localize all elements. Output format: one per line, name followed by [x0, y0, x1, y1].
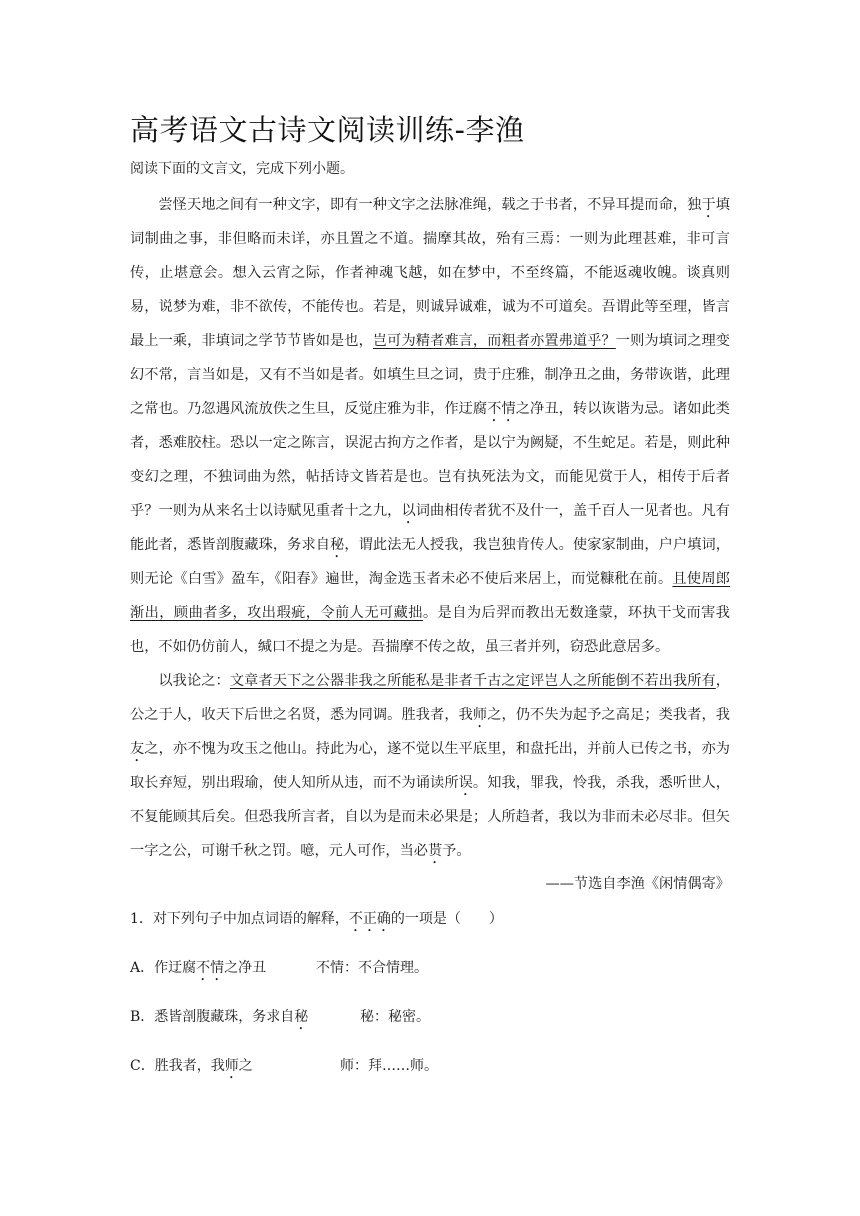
classical-passage: [130, 188, 730, 868]
passage-text: 之，仍不失为起予之高足；类我者，我: [487, 707, 730, 723]
dotted-word: 贳: [427, 843, 443, 859]
passage-paragraph-2: [130, 664, 730, 868]
passage-text: 。知我，罪我，怜我，杀我，悉听世人，不复能顾其后矣。但恐我所言者，自以为是而未必果是；人所趋者，我以为非而未必尽非。但矢一字之公，可谢千秋之罚。噫，元人可作，当必: [130, 775, 730, 859]
passage-text: 词曲相传者犹不及什一，盖千百人一见者也。凡有能此者，悉皆剖腹藏珠，务求自: [130, 503, 730, 553]
option-b: [130, 1006, 730, 1033]
passage-text: ，公之于人，收天下后世之名贤，悉为同调。胜我者，我: [130, 673, 730, 723]
underlined-sentence: 文章者天下之公器非我之所能私是非者千古之定评岂人之所能倒不若出我所有: [229, 673, 716, 689]
dotted-word: 友: [130, 741, 145, 757]
passage-text: 尝怪天地之间有一种文字，即有一种文字之法脉准绳，载之于书者，不异耳提而命，独: [158, 197, 702, 213]
option-letter: B．: [130, 1009, 155, 1025]
underlined-sentence: 且使周郎渐出，顾曲者多，攻出瑕疵，令前人无可藏拙: [130, 571, 730, 621]
option-a: [130, 957, 730, 984]
option-gloss: 不情：不合情理。: [316, 960, 428, 976]
question-text: 1．对下列句子中加点词语的解释，: [130, 911, 349, 927]
passage-text: 一则为填词之理变幻不常，言当如是，又有不当如是者。如填生旦之词，贵于庄雅，制净丑之曲，务带诙谐，此理之常也。乃忽遇风流放佚之生旦，反觉庄雅为非，作迂腐: [130, 333, 730, 417]
dotted-word: 秘: [294, 1009, 309, 1025]
option-sentence: [130, 957, 316, 984]
option-letter: C．: [130, 1058, 155, 1074]
passage-text: ，谓此法无人授我，我岂独肯传人。使家家制曲，户户填词，则无论《白雪》盈车，《阳春》遍世，淘金选玉者未必不使后来居上，而觉糠秕在前。: [130, 537, 730, 587]
option-text: 悉皆剖腹藏珠，务求自: [154, 1009, 295, 1025]
passage-text: 。是自为后羿而教出无数逢蒙，环执干戈而害我也，不如仍仿前人，缄口不提之为是。吾揣摩不传之故，虽三者并列，窃恐此意居多。: [130, 605, 730, 655]
passage-text: 填词制曲之事，非但略而未详，亦且置之不道。揣摩其故，殆有三焉：一则为此理甚难，非可言传，止堪意会。想入云宵之际，作者神魂飞越，如在梦中，不至终篇，不能返魂收魄。谈真则易，说梦为难，非不欲传，不能传也。若是，则诚异诚难，诚为不可道矣。吾谓此等至理，皆言最上一乘，非填词之学节节皆如是也，: [130, 197, 730, 349]
option-text: 之净丑: [224, 960, 267, 976]
option-sentence: [130, 1055, 340, 1082]
option-sentence: [130, 1006, 360, 1033]
option-gloss: 师：拜……师。: [340, 1058, 438, 1074]
dotted-word: 不情: [196, 960, 225, 976]
passage-text: 之净丑，转以诙谐为忌。诸如此类者，悉难胶柱。恐以一定之陈言，误泥古拘方之作者，是以宁为阙疑，不生蛇足。若是，则此种变幻之理，不独词曲为然，帖括诗文皆若是也。岂有执死法为文，而能见赏于人，相传于后者乎？一则为从来名士以诗赋见重者十之九，: [130, 401, 730, 519]
dotted-word: 不正确: [348, 911, 391, 927]
source-citation: ——节选自李渔《闲情偶寄》: [545, 876, 730, 892]
passage-paragraph-1: [130, 188, 730, 664]
question-stem: [130, 908, 730, 935]
option-text: 作迂腐: [154, 960, 197, 976]
dotted-word: 师: [224, 1058, 239, 1074]
document-title: 高考语文古诗文阅读训练-李渔: [130, 113, 525, 147]
instruction-text: 阅读下面的文言文，完成下列小题。: [130, 161, 354, 177]
option-gloss: 秘：秘密。: [360, 1009, 430, 1025]
passage-text: 予。: [442, 843, 471, 859]
passage-text: 之，亦不愧为攻玉之他山。持此为心，遂不觉以生平底里，和盘托出，并前人已传之书，亦为取长弃短，别出瑕瑜，使人知所从违，而不为诵读所: [130, 741, 730, 791]
passage-text: 以我论之：: [158, 673, 230, 689]
option-letter: A．: [130, 960, 155, 976]
option-text: 之: [238, 1058, 253, 1074]
option-text: 胜我者，我: [154, 1058, 225, 1074]
dotted-word: 师: [472, 707, 488, 723]
dotted-word: 不情: [487, 401, 516, 417]
underlined-sentence: 岂可为精者难言，而粗者亦置弗道乎？: [372, 333, 616, 349]
dotted-word: 于: [701, 197, 716, 213]
dotted-word: 秘: [330, 537, 345, 553]
dotted-word: 误: [458, 775, 473, 791]
question-text: 的一项是（ ）: [390, 911, 503, 927]
dotted-word: 以: [401, 503, 416, 519]
option-c: [130, 1055, 730, 1082]
